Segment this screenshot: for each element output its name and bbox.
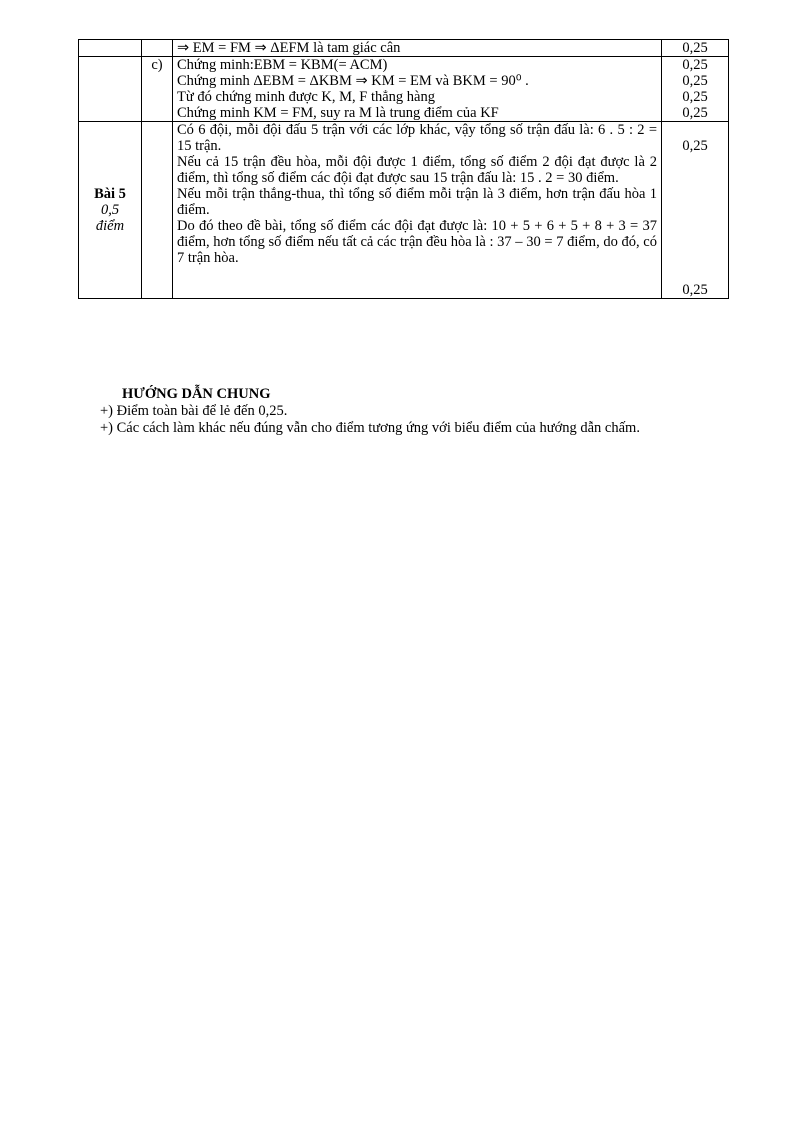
score-value: 0,25 <box>682 105 708 121</box>
bai-label: Bài 5 <box>94 186 126 202</box>
answer-line: Chứng minh:EBM = KBM(= ACM) <box>177 57 388 73</box>
score-cell <box>662 57 729 122</box>
answer-paragraph: Nếu cả 15 trận đều hòa, mỗi đội được 1 điểm, tổng số điểm 2 đội đạt được là 2 điểm, thì tổng số điểm các đội đạt được sau 15 trận đấu là: 15 . 2 = 30 điểm. <box>177 154 657 186</box>
answer-line: Chứng minh KM = FM, suy ra M là trung điểm của KF <box>177 105 499 121</box>
bai-unit: điểm <box>95 218 125 234</box>
bai-cell <box>79 57 142 122</box>
score-value: 0,25 <box>682 89 708 105</box>
table-row <box>79 122 729 299</box>
answer-line: Từ đó chứng minh được K, M, F thẳng hàng <box>177 89 435 105</box>
answer-paragraph: Do đó theo đề bài, tổng số điểm các đội đạt được là: 10 + 5 + 6 + 5 + 8 + 3 = 37 điểm, hơn tổng số điểm nếu tất cả các trận đều hòa là : 37 – 30 = 7 điểm, do đó, có 7 trận hòa. <box>177 218 657 266</box>
answer-line: ⇒ EM = FM ⇒ ΔEFM là tam giác cân <box>177 40 401 56</box>
score-value: 0,25 <box>682 138 708 154</box>
score-cell <box>662 122 729 299</box>
table-row <box>79 40 729 57</box>
answer-cell <box>173 122 662 299</box>
answer-cell <box>173 57 662 122</box>
grading-table <box>78 39 729 299</box>
answer-cell <box>173 40 662 57</box>
score-value: 0,25 <box>682 282 708 298</box>
score-cell <box>662 40 729 57</box>
score-value: 0,25 <box>682 40 708 56</box>
sub-label: c) <box>142 57 173 122</box>
bai-cell <box>79 40 142 57</box>
general-guidance <box>100 386 760 437</box>
sub-cell <box>142 40 173 57</box>
guidance-item: +) Các cách làm khác nếu đúng vẫn cho điểm tương ứng với biểu điểm của hướng dẫn chấm. <box>100 420 640 436</box>
answer-paragraph: Nếu mỗi trận thắng-thua, thì tổng số điểm mỗi trận là 3 điểm, hơn trận đấu hòa 1 điểm. <box>177 186 657 218</box>
bai-cell <box>79 122 142 299</box>
table-row <box>79 57 729 122</box>
answer-line: Chứng minh ΔEBM = ΔKBM ⇒ KM = EM và BKM = 90⁰ . <box>177 73 529 89</box>
sub-cell <box>142 122 173 299</box>
section-title: HƯỚNG DẪN CHUNG <box>122 386 271 402</box>
bai-points: 0,5 <box>100 202 120 218</box>
score-value: 0,25 <box>682 57 708 73</box>
answer-paragraph: Có 6 đội, mỗi đội đấu 5 trận với các lớp khác, vậy tổng số trận đấu là: 6 . 5 : 2 = 15 trận. <box>177 122 657 154</box>
guidance-item: +) Điểm toàn bài để lẻ đến 0,25. <box>100 403 288 419</box>
score-value: 0,25 <box>682 73 708 89</box>
